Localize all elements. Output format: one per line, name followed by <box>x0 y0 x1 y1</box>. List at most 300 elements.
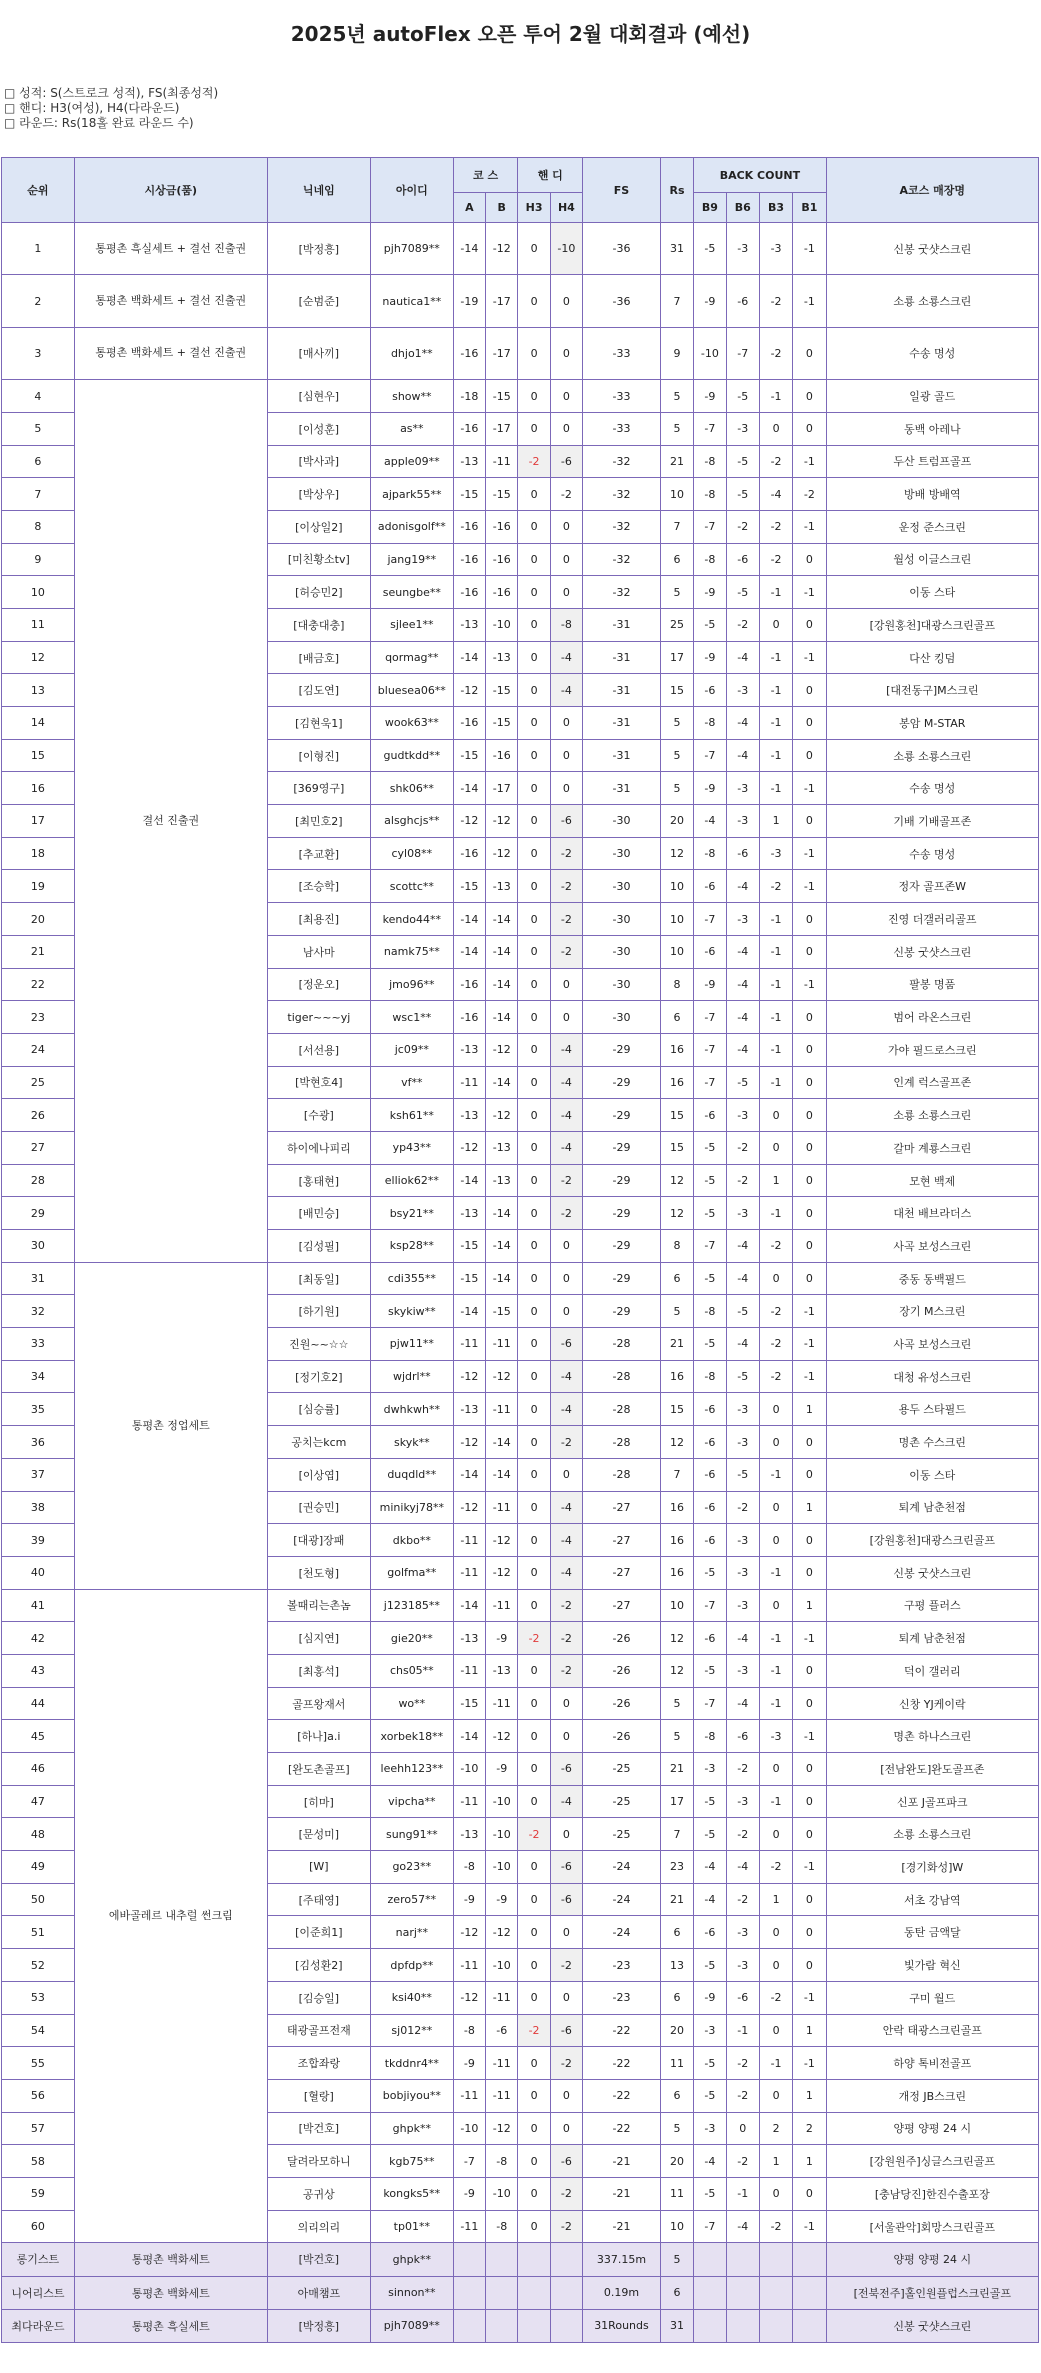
cell-rs: 21 <box>660 1883 693 1916</box>
cell-nickname: [하기원] <box>267 1295 370 1328</box>
cell-b9: -7 <box>694 1230 726 1263</box>
cell-h4: 0 <box>550 2112 582 2145</box>
cell-a: -16 <box>453 837 485 870</box>
cell-b9: -8 <box>694 1295 726 1328</box>
cell-rs: 10 <box>660 870 693 903</box>
cell-b6: -3 <box>726 1197 759 1230</box>
cell-store: 신창 YJ케이락 <box>826 1687 1038 1720</box>
cell-rank: 58 <box>2 2145 75 2178</box>
cell-b: -12 <box>486 223 518 275</box>
cell-store: 월성 이글스크린 <box>826 543 1038 576</box>
award-cell-id: sinnon** <box>370 2276 453 2309</box>
cell-b3: -2 <box>759 327 792 379</box>
award-cell-nickname: [박건호] <box>267 2243 370 2276</box>
cell-a: -12 <box>453 1491 485 1524</box>
cell-nickname: 공귀상 <box>267 2177 370 2210</box>
cell-b1: -2 <box>793 478 826 511</box>
cell-rs: 5 <box>660 380 693 413</box>
cell-b9: -5 <box>694 1818 726 1851</box>
cell-h3: 0 <box>518 2145 550 2178</box>
cell-a: -16 <box>453 968 485 1001</box>
cell-b1: 1 <box>793 2145 826 2178</box>
cell-fs: -26 <box>583 1720 661 1753</box>
cell-b1: 0 <box>793 739 826 772</box>
cell-a: -13 <box>453 1099 485 1132</box>
cell-store: 안락 태광스크린골프 <box>826 2014 1038 2047</box>
cell-b9: -6 <box>694 935 726 968</box>
cell-id: chs05** <box>370 1654 453 1687</box>
cell-b9: -7 <box>694 412 726 445</box>
cell-nickname: tiger~~~yj <box>267 1001 370 1034</box>
cell-store: [전남완도]완도골프존 <box>826 1753 1038 1786</box>
cell-rank: 40 <box>2 1556 75 1589</box>
cell-a: -12 <box>453 1916 485 1949</box>
cell-nickname: [문성미] <box>267 1818 370 1851</box>
cell-b6: -5 <box>726 1066 759 1099</box>
cell-store: 기배 기배골프존 <box>826 805 1038 838</box>
cell-b6: -3 <box>726 1589 759 1622</box>
cell-a: -13 <box>453 1033 485 1066</box>
cell-b6: -4 <box>726 707 759 740</box>
cell-b1: -1 <box>793 1622 826 1655</box>
cell-nickname: [김도연] <box>267 674 370 707</box>
cell-rank: 44 <box>2 1687 75 1720</box>
cell-rank: 50 <box>2 1883 75 1916</box>
cell-b3: -1 <box>759 576 792 609</box>
header-rank: 순위 <box>2 158 75 223</box>
cell-h4: 0 <box>550 772 582 805</box>
cell-a: -12 <box>453 805 485 838</box>
cell-nickname: [이상일2] <box>267 510 370 543</box>
cell-h4: 0 <box>550 739 582 772</box>
cell-fs: -30 <box>583 1001 661 1034</box>
cell-id: minikyj78** <box>370 1491 453 1524</box>
cell-rs: 16 <box>660 1360 693 1393</box>
cell-b9: -6 <box>694 674 726 707</box>
cell-b9: -9 <box>694 1981 726 2014</box>
cell-h3: 0 <box>518 641 550 674</box>
cell-store: 용두 스타필드 <box>826 1393 1038 1426</box>
cell-h3: 0 <box>518 2112 550 2145</box>
cell-a: -14 <box>453 903 485 936</box>
cell-fs: -23 <box>583 1981 661 2014</box>
cell-b6: -4 <box>726 870 759 903</box>
cell-rank: 8 <box>2 510 75 543</box>
cell-b3: 1 <box>759 2145 792 2178</box>
cell-fs: -26 <box>583 1622 661 1655</box>
cell-id: vf** <box>370 1066 453 1099</box>
cell-h3: 0 <box>518 1851 550 1884</box>
cell-rs: 5 <box>660 1687 693 1720</box>
cell-h3: 0 <box>518 772 550 805</box>
cell-h4: -6 <box>550 2014 582 2047</box>
cell-id: nautica1** <box>370 275 453 327</box>
cell-h4: 0 <box>550 510 582 543</box>
cell-h4: -2 <box>550 2210 582 2243</box>
cell-rs: 17 <box>660 1785 693 1818</box>
cell-b: -14 <box>486 1230 518 1263</box>
cell-store: 팔봉 명품 <box>826 968 1038 1001</box>
cell-h4: -4 <box>550 1033 582 1066</box>
cell-rank: 11 <box>2 608 75 641</box>
cell-b3: 0 <box>759 1524 792 1557</box>
cell-h4: 0 <box>550 327 582 379</box>
cell-b9: -5 <box>694 2079 726 2112</box>
cell-b: -9 <box>486 1753 518 1786</box>
cell-store: 수송 명성 <box>826 772 1038 805</box>
cell-fs: -36 <box>583 275 661 327</box>
cell-b: -11 <box>486 1981 518 2014</box>
cell-nickname: [매사끼] <box>267 327 370 379</box>
cell-fs: -28 <box>583 1393 661 1426</box>
cell-rs: 5 <box>660 772 693 805</box>
cell-nickname: 볼때리는촌놈 <box>267 1589 370 1622</box>
cell-b6: -5 <box>726 1360 759 1393</box>
cell-rank: 13 <box>2 674 75 707</box>
cell-h3: 0 <box>518 1654 550 1687</box>
cell-b9: -7 <box>694 1033 726 1066</box>
cell-h3: 0 <box>518 1099 550 1132</box>
cell-b1: -1 <box>793 837 826 870</box>
cell-b9: -4 <box>694 2145 726 2178</box>
cell-id: pjw11** <box>370 1328 453 1361</box>
cell-b3: -1 <box>759 772 792 805</box>
cell-rs: 31 <box>660 223 693 275</box>
cell-rank: 16 <box>2 772 75 805</box>
cell-rs: 9 <box>660 327 693 379</box>
cell-h4: -4 <box>550 1131 582 1164</box>
cell-b9: -4 <box>694 1851 726 1884</box>
cell-b1: 0 <box>793 1883 826 1916</box>
header-b: B <box>486 193 518 223</box>
table-row <box>2 380 1039 413</box>
cell-b9: -6 <box>694 1524 726 1557</box>
cell-id: skykiw** <box>370 1295 453 1328</box>
cell-b6: -6 <box>726 837 759 870</box>
cell-rs: 5 <box>660 412 693 445</box>
cell-id: kendo44** <box>370 903 453 936</box>
cell-nickname: [369영구] <box>267 772 370 805</box>
cell-rank: 4 <box>2 380 75 413</box>
cell-b: -11 <box>486 445 518 478</box>
cell-rank: 14 <box>2 707 75 740</box>
cell-nickname: [혈랑] <box>267 2079 370 2112</box>
cell-fs: -30 <box>583 837 661 870</box>
award-cell-rs: 6 <box>660 2276 693 2309</box>
award-cell-prize: 통평촌 백화세트 <box>74 2276 267 2309</box>
cell-a: -11 <box>453 1066 485 1099</box>
cell-b9: -7 <box>694 2210 726 2243</box>
cell-b3: 0 <box>759 2079 792 2112</box>
cell-id: tkddnr4** <box>370 2047 453 2080</box>
cell-rs: 5 <box>660 707 693 740</box>
cell-fs: -31 <box>583 608 661 641</box>
cell-a: -11 <box>453 1556 485 1589</box>
award-cell-a <box>453 2276 485 2309</box>
cell-b9: -6 <box>694 1916 726 1949</box>
cell-fs: -28 <box>583 1328 661 1361</box>
cell-b3: -4 <box>759 478 792 511</box>
cell-a: -16 <box>453 327 485 379</box>
cell-a: -15 <box>453 739 485 772</box>
cell-rs: 6 <box>660 543 693 576</box>
cell-id: wo** <box>370 1687 453 1720</box>
cell-b3: -3 <box>759 837 792 870</box>
cell-rs: 15 <box>660 1393 693 1426</box>
legend-round: □ 라운드: Rs(18홀 완료 라운드 수) <box>4 116 194 130</box>
cell-b6: -4 <box>726 968 759 1001</box>
cell-store: 양평 양평 24 시 <box>826 2112 1038 2145</box>
cell-rank: 59 <box>2 2177 75 2210</box>
cell-h3: 0 <box>518 1524 550 1557</box>
cell-a: -13 <box>453 445 485 478</box>
cell-fs: -33 <box>583 327 661 379</box>
award-cell-b6 <box>726 2243 759 2276</box>
cell-h3: 0 <box>518 935 550 968</box>
cell-a: -14 <box>453 1164 485 1197</box>
cell-h4: 0 <box>550 576 582 609</box>
cell-fs: -21 <box>583 2145 661 2178</box>
cell-b: -13 <box>486 641 518 674</box>
cell-store: 명촌 수스크린 <box>826 1426 1038 1459</box>
cell-h4: 0 <box>550 1001 582 1034</box>
cell-store: 개정 JB스크린 <box>826 2079 1038 2112</box>
cell-nickname: 의리의리 <box>267 2210 370 2243</box>
cell-store: 봉암 M-STAR <box>826 707 1038 740</box>
table-row <box>2 1262 1039 1295</box>
cell-a: -15 <box>453 478 485 511</box>
cell-fs: -29 <box>583 1197 661 1230</box>
cell-b: -16 <box>486 543 518 576</box>
cell-b9: -8 <box>694 543 726 576</box>
cell-a: -10 <box>453 2112 485 2145</box>
cell-b1: -1 <box>793 2047 826 2080</box>
cell-rank: 33 <box>2 1328 75 1361</box>
cell-b3: 0 <box>759 1262 792 1295</box>
cell-b: -12 <box>486 1524 518 1557</box>
cell-rs: 12 <box>660 1654 693 1687</box>
cell-h3: 0 <box>518 510 550 543</box>
cell-nickname: [서선용] <box>267 1033 370 1066</box>
cell-fs: -32 <box>583 445 661 478</box>
cell-b1: 0 <box>793 412 826 445</box>
cell-a: -12 <box>453 674 485 707</box>
cell-store: [서울관악]회망스크린골프 <box>826 2210 1038 2243</box>
cell-b9: -9 <box>694 380 726 413</box>
cell-b1: -1 <box>793 1851 826 1884</box>
cell-b3: 0 <box>759 1818 792 1851</box>
cell-b6: -4 <box>726 1851 759 1884</box>
cell-h3: 0 <box>518 2177 550 2210</box>
header-h4: H4 <box>550 193 582 223</box>
cell-nickname: [최민호2] <box>267 805 370 838</box>
cell-nickname: [천도형] <box>267 1556 370 1589</box>
cell-id: apple09** <box>370 445 453 478</box>
cell-store: [강원원주]싱글스크린골프 <box>826 2145 1038 2178</box>
cell-h4: -2 <box>550 903 582 936</box>
cell-h3: 0 <box>518 674 550 707</box>
cell-rank: 5 <box>2 412 75 445</box>
cell-store: 소룡 소룡스크린 <box>826 275 1038 327</box>
cell-nickname: [홍태현] <box>267 1164 370 1197</box>
cell-a: -16 <box>453 576 485 609</box>
cell-nickname: [하나]a.i <box>267 1720 370 1753</box>
cell-b3: 2 <box>759 2112 792 2145</box>
cell-fs: -27 <box>583 1524 661 1557</box>
cell-rank: 42 <box>2 1622 75 1655</box>
cell-h4: -6 <box>550 1851 582 1884</box>
cell-rs: 6 <box>660 1262 693 1295</box>
cell-b1: 0 <box>793 935 826 968</box>
award-cell-store: 양평 양평 24 시 <box>826 2243 1038 2276</box>
cell-a: -9 <box>453 1883 485 1916</box>
cell-a: -10 <box>453 1753 485 1786</box>
cell-rs: 15 <box>660 1099 693 1132</box>
cell-nickname: [순범준] <box>267 275 370 327</box>
cell-b3: -2 <box>759 510 792 543</box>
cell-fs: -30 <box>583 935 661 968</box>
cell-nickname: [이성훈] <box>267 412 370 445</box>
cell-b6: -4 <box>726 935 759 968</box>
cell-b3: -1 <box>759 1687 792 1720</box>
cell-h3: 0 <box>518 2079 550 2112</box>
cell-fs: -28 <box>583 1426 661 1459</box>
cell-fs: -29 <box>583 1131 661 1164</box>
cell-b: -12 <box>486 1360 518 1393</box>
cell-b: -12 <box>486 1099 518 1132</box>
cell-h4: -2 <box>550 1589 582 1622</box>
cell-b6: -4 <box>726 1687 759 1720</box>
cell-a: -9 <box>453 2177 485 2210</box>
cell-b3: -1 <box>759 1066 792 1099</box>
cell-rank: 60 <box>2 2210 75 2243</box>
cell-b3: -2 <box>759 275 792 327</box>
cell-h4: 0 <box>550 1981 582 2014</box>
cell-b1: 0 <box>793 608 826 641</box>
cell-b9: -7 <box>694 1001 726 1034</box>
award-cell-h4 <box>550 2309 582 2342</box>
cell-h4: -4 <box>550 1491 582 1524</box>
cell-rank: 38 <box>2 1491 75 1524</box>
award-cell-b9 <box>694 2243 726 2276</box>
cell-b6: -6 <box>726 1981 759 2014</box>
cell-h3: 0 <box>518 1949 550 1982</box>
cell-store: 범어 라온스크린 <box>826 1001 1038 1034</box>
cell-b: -10 <box>486 1818 518 1851</box>
cell-b: -17 <box>486 772 518 805</box>
cell-store: 장기 M스크린 <box>826 1295 1038 1328</box>
cell-nickname: [이형진] <box>267 739 370 772</box>
cell-h4: -2 <box>550 2047 582 2080</box>
cell-fs: -22 <box>583 2079 661 2112</box>
cell-b3: -1 <box>759 935 792 968</box>
award-cell-b6 <box>726 2309 759 2342</box>
cell-id: elliok62** <box>370 1164 453 1197</box>
cell-h3: 0 <box>518 1328 550 1361</box>
cell-h4: -6 <box>550 1883 582 1916</box>
cell-h4: 0 <box>550 1458 582 1491</box>
header-rs: Rs <box>660 158 693 223</box>
cell-a: -8 <box>453 1851 485 1884</box>
cell-b9: -5 <box>694 1262 726 1295</box>
cell-rs: 8 <box>660 968 693 1001</box>
cell-a: -16 <box>453 543 485 576</box>
cell-nickname: 공치는kcm <box>267 1426 370 1459</box>
award-cell-h4 <box>550 2276 582 2309</box>
cell-fs: -25 <box>583 1785 661 1818</box>
header-nickname: 닉네임 <box>267 158 370 223</box>
cell-store: 정자 골프존W <box>826 870 1038 903</box>
cell-b3: -1 <box>759 674 792 707</box>
cell-h3: 0 <box>518 1164 550 1197</box>
cell-id: bluesea06** <box>370 674 453 707</box>
cell-fs: -31 <box>583 674 661 707</box>
cell-fs: -25 <box>583 1818 661 1851</box>
cell-h4: -4 <box>550 1360 582 1393</box>
cell-rank: 9 <box>2 543 75 576</box>
cell-b3: 0 <box>759 608 792 641</box>
cell-b: -14 <box>486 1262 518 1295</box>
cell-h4: -6 <box>550 805 582 838</box>
award-cell-h4 <box>550 2243 582 2276</box>
results-body <box>2 223 1039 2343</box>
cell-store: 신포 J골프파크 <box>826 1785 1038 1818</box>
cell-rank: 48 <box>2 1818 75 1851</box>
cell-id: adonisgolf** <box>370 510 453 543</box>
cell-b3: -1 <box>759 1556 792 1589</box>
cell-h3: 0 <box>518 2210 550 2243</box>
cell-h3: 0 <box>518 870 550 903</box>
cell-b3: -1 <box>759 1785 792 1818</box>
award-cell-rank: 니어리스트 <box>2 2276 75 2309</box>
cell-id: leehh123** <box>370 1753 453 1786</box>
cell-fs: -29 <box>583 1164 661 1197</box>
cell-b6: -2 <box>726 608 759 641</box>
cell-store: 신봉 굿샷스크린 <box>826 935 1038 968</box>
cell-b3: -2 <box>759 1230 792 1263</box>
cell-b1: 0 <box>793 1458 826 1491</box>
cell-b3: -2 <box>759 870 792 903</box>
cell-h4: -2 <box>550 935 582 968</box>
award-cell-h3 <box>518 2276 550 2309</box>
cell-store: 이동 스타 <box>826 576 1038 609</box>
award-cell-fs: 337.15m <box>583 2243 661 2276</box>
award-cell-b <box>486 2276 518 2309</box>
cell-h4: -2 <box>550 837 582 870</box>
cell-b9: -4 <box>694 805 726 838</box>
cell-rs: 16 <box>660 1066 693 1099</box>
cell-rs: 5 <box>660 576 693 609</box>
cell-b9: -5 <box>694 1654 726 1687</box>
cell-id: dpfdp** <box>370 1949 453 1982</box>
award-cell-a <box>453 2309 485 2342</box>
cell-id: ksh61** <box>370 1099 453 1132</box>
cell-h3: 0 <box>518 1916 550 1949</box>
cell-b3: 0 <box>759 1949 792 1982</box>
cell-fs: -31 <box>583 707 661 740</box>
cell-h3: 0 <box>518 2047 550 2080</box>
cell-b1: 0 <box>793 1687 826 1720</box>
cell-b: -14 <box>486 1001 518 1034</box>
cell-h3: 0 <box>518 1197 550 1230</box>
cell-b1: 0 <box>793 1654 826 1687</box>
header-backcount: BACK COUNT <box>694 158 826 193</box>
cell-b3: -2 <box>759 1360 792 1393</box>
cell-rs: 12 <box>660 1197 693 1230</box>
cell-store: 소룡 소룡스크린 <box>826 1099 1038 1132</box>
cell-a: -19 <box>453 275 485 327</box>
cell-id: zero57** <box>370 1883 453 1916</box>
